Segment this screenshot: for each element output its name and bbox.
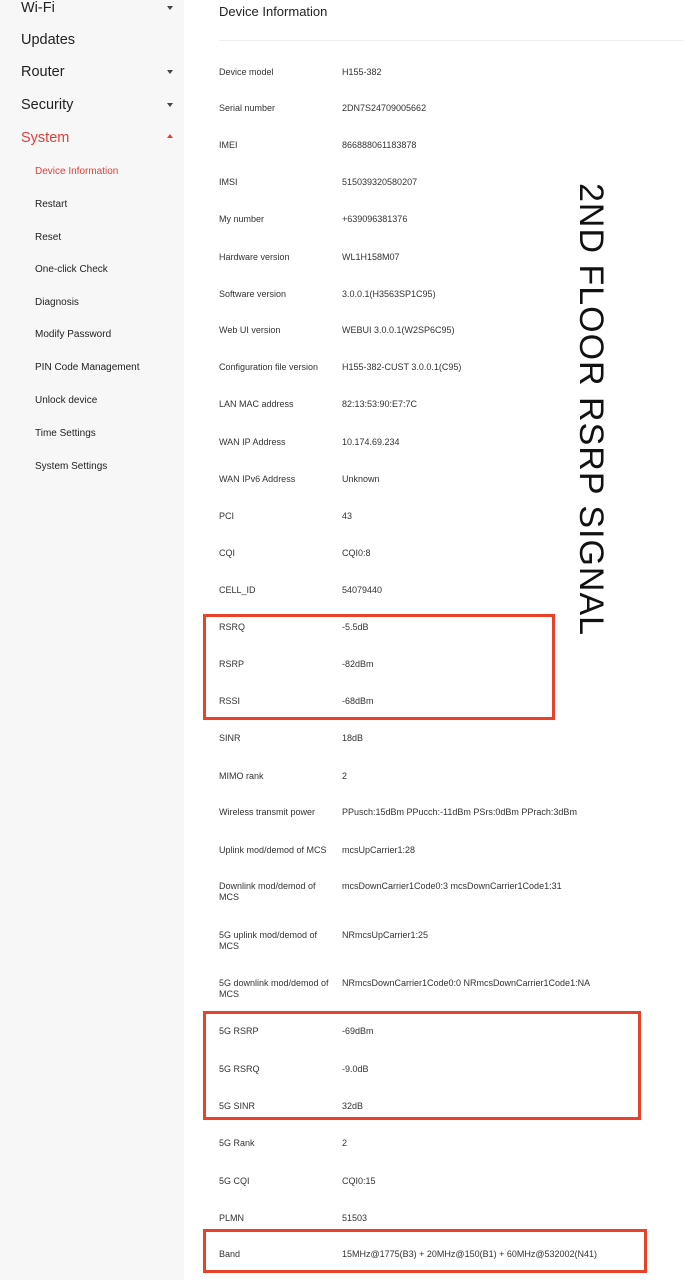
row-value: Unknown bbox=[342, 474, 380, 484]
row-label: 5G Rank bbox=[219, 1138, 255, 1148]
menu-security[interactable] bbox=[21, 97, 173, 113]
row-value: -9.0dB bbox=[342, 1064, 369, 1074]
row-value: 18dB bbox=[342, 733, 364, 743]
row-value: CQI0:8 bbox=[342, 548, 371, 558]
row-value: -68dBm bbox=[342, 696, 374, 706]
row-label: 5G SINR bbox=[219, 1101, 256, 1111]
row-label: WAN IPv6 Address bbox=[219, 474, 296, 484]
row-value: 2DN7S24709005662 bbox=[342, 103, 427, 113]
row-label: PCI bbox=[219, 511, 235, 521]
row-value: 51503 bbox=[342, 1213, 368, 1223]
highlight-box-band bbox=[203, 1229, 647, 1273]
row-value: 3.0.0.1(H3563SP1C95) bbox=[342, 289, 436, 299]
row-label: IMSI bbox=[219, 177, 238, 187]
row-value: NRmcsUpCarrier1:25 bbox=[342, 930, 429, 940]
row-value: 32dB bbox=[342, 1101, 364, 1111]
chevron-up-icon bbox=[167, 134, 173, 138]
menu-updates[interactable] bbox=[21, 32, 173, 48]
row-value: 2 bbox=[342, 771, 348, 781]
sidebar-item-restart[interactable]: Restart bbox=[35, 199, 68, 210]
row-label: SINR bbox=[219, 733, 241, 743]
row-label: 5G RSRQ bbox=[219, 1064, 260, 1074]
sidebar bbox=[0, 0, 184, 1280]
row-label: Device model bbox=[219, 67, 274, 77]
row-value: 2 bbox=[342, 1138, 348, 1148]
annotation-text: 2ND FLOOR RSRP SIGNAL bbox=[572, 183, 610, 637]
chevron-down-icon bbox=[167, 70, 173, 74]
row-value: 866888061183878 bbox=[342, 140, 417, 150]
row-label: Downlink mod/demod of MCS bbox=[219, 881, 316, 902]
highlight-box-rsrq-rsrp-rssi bbox=[203, 614, 555, 720]
row-value: -82dBm bbox=[342, 659, 374, 669]
chevron-down-icon bbox=[167, 103, 173, 107]
row-value: 15MHz@1775(B3) + 20MHz@150(B1) + 60MHz@532002(N41) bbox=[342, 1249, 598, 1259]
row-label: RSSI bbox=[219, 696, 241, 706]
row-value: 10.174.69.234 bbox=[342, 437, 400, 447]
row-value: NRmcsDownCarrier1Code0:0 NRmcsDownCarrier1Code1:NA bbox=[342, 978, 591, 988]
row-label: My number bbox=[219, 214, 265, 224]
menu-system[interactable] bbox=[21, 130, 173, 146]
page-title: Device Information bbox=[219, 4, 328, 19]
row-value: WL1H158M07 bbox=[342, 252, 400, 262]
sidebar-item-modify-password[interactable]: Modify Password bbox=[35, 329, 112, 340]
row-label: WAN IP Address bbox=[219, 437, 286, 447]
sidebar-item-one-click-check[interactable]: One-click Check bbox=[35, 264, 108, 275]
row-label: 5G uplink mod/demod of MCS bbox=[219, 930, 318, 951]
row-value: H155-382-CUST 3.0.0.1(C95) bbox=[342, 362, 462, 372]
sidebar-item-unlock-device[interactable]: Unlock device bbox=[35, 395, 98, 406]
divider bbox=[219, 40, 684, 41]
row-label: Wireless transmit power bbox=[219, 807, 316, 817]
menu-wifi[interactable] bbox=[21, 0, 173, 16]
row-label: MIMO rank bbox=[219, 771, 264, 781]
row-label: Web UI version bbox=[219, 325, 281, 335]
row-label: CELL_ID bbox=[219, 585, 256, 595]
row-label: RSRP bbox=[219, 659, 245, 669]
highlight-box-5g-signal bbox=[203, 1011, 641, 1120]
row-value: H155-382 bbox=[342, 67, 382, 77]
row-value: mcsUpCarrier1:28 bbox=[342, 845, 416, 855]
row-value: CQI0:15 bbox=[342, 1176, 376, 1186]
row-value: 515039320580207 bbox=[342, 177, 418, 187]
chevron-down-icon bbox=[167, 6, 173, 10]
row-label: PLMN bbox=[219, 1213, 245, 1223]
row-label: 5G CQI bbox=[219, 1176, 250, 1186]
menu-label: Updates bbox=[21, 32, 76, 48]
sidebar-item-pin-code-management[interactable]: PIN Code Management bbox=[35, 362, 140, 373]
menu-label: Wi-Fi bbox=[21, 0, 55, 16]
row-label: LAN MAC address bbox=[219, 399, 294, 409]
row-value: 43 bbox=[342, 511, 353, 521]
row-value: -69dBm bbox=[342, 1026, 374, 1036]
row-value: WEBUI 3.0.0.1(W2SP6C95) bbox=[342, 325, 455, 335]
row-value: -5.5dB bbox=[342, 622, 369, 632]
row-value: 82:13:53:90:E7:7C bbox=[342, 399, 418, 409]
menu-router[interactable] bbox=[21, 64, 173, 80]
menu-label: Security bbox=[21, 97, 74, 113]
menu-label: Router bbox=[21, 64, 65, 80]
row-value: mcsDownCarrier1Code0:3 mcsDownCarrier1Code1:31 bbox=[342, 881, 562, 891]
row-label: Hardware version bbox=[219, 252, 290, 262]
menu-label: System bbox=[21, 130, 70, 146]
row-label: Serial number bbox=[219, 103, 276, 113]
sidebar-item-device-information[interactable]: Device Information bbox=[35, 166, 119, 177]
row-label: Uplink mod/demod of MCS bbox=[219, 845, 327, 855]
sidebar-item-time-settings[interactable]: Time Settings bbox=[35, 428, 96, 439]
row-label: CQI bbox=[219, 548, 236, 558]
row-label: Band bbox=[219, 1249, 241, 1259]
row-label: 5G RSRP bbox=[219, 1026, 259, 1036]
row-label: RSRQ bbox=[219, 622, 246, 632]
row-label: IMEI bbox=[219, 140, 238, 150]
row-label: Software version bbox=[219, 289, 287, 299]
row-value: 54079440 bbox=[342, 585, 383, 595]
sidebar-item-reset[interactable]: Reset bbox=[35, 232, 62, 243]
row-label: 5G downlink mod/demod of MCS bbox=[219, 978, 329, 999]
row-label: Configuration file version bbox=[219, 362, 319, 372]
row-value: PPusch:15dBm PPucch:-11dBm PSrs:0dBm PPrach:3dBm bbox=[342, 807, 577, 817]
sidebar-item-system-settings[interactable]: System Settings bbox=[35, 461, 108, 472]
sidebar-item-diagnosis[interactable]: Diagnosis bbox=[35, 297, 79, 308]
row-value: +639096381376 bbox=[342, 214, 408, 224]
